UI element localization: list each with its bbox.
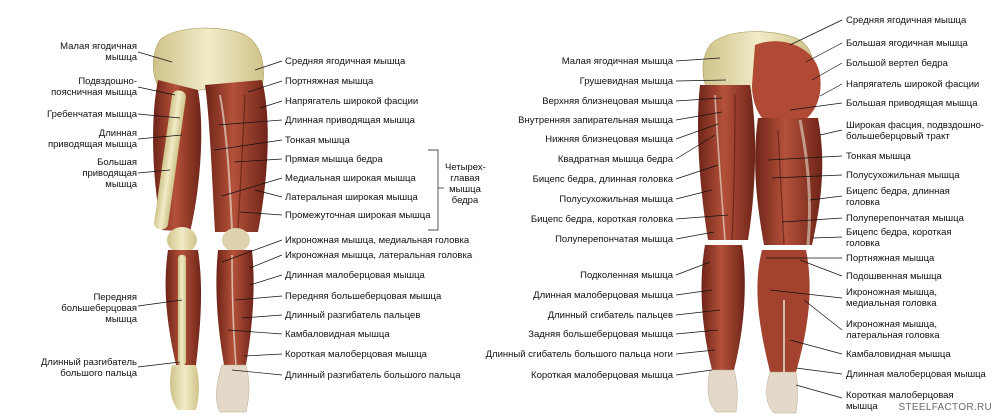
label-front-iliopsoas: Подвздошно- поясничная мышца (51, 76, 137, 98)
label-quadriceps: Четырех- главая мышца бедра (445, 162, 486, 206)
label-back-tensor-fasciae: Напрягатель широкой фасции (846, 79, 980, 90)
label-back-gastrocnemius-lateral: Икроножная мышца, латеральная головка (846, 319, 940, 341)
label-back-peroneus-brevis-r: Короткая малоберцовая мышца (846, 390, 954, 412)
front-right-knee-icon (222, 228, 250, 252)
label-back-flexor-digitorum: Длинный сгибатель пальцев (547, 310, 673, 321)
label-front-adductor-longus: Длинная приводящая мышца (47, 128, 137, 150)
label-front-extensor-digitorum: Длинный разгибатель пальцев (285, 310, 421, 321)
label-front-gluteus-minimus: Малая ягодичная мышца (60, 41, 137, 63)
label-back-adductor-magnus: Большая приводящая мышца (846, 98, 978, 109)
label-back-biceps-long: Бицепс бедра, длинная головка (532, 174, 673, 185)
label-back-popliteus: Подколенная мышца (580, 270, 673, 281)
label-back-biceps-short-r: Бицепс бедра, короткая головка (846, 227, 952, 249)
label-back-gracilis: Тонкая мышца (846, 151, 911, 162)
label-back-piriformis: Грушевидная мышца (579, 76, 673, 87)
label-front-adductor-magnus: Большая приводящая мышца (82, 157, 137, 190)
label-front-vastus-medialis: Медиальная широкая мышца (285, 173, 416, 184)
front-right-foot-icon (216, 365, 249, 412)
label-front-gluteus-medius: Средняя ягодичная мышца (285, 56, 406, 67)
back-right-foot-icon (767, 372, 798, 413)
label-front-tibialis-anterior-r: Передняя большеберцовая мышца (285, 291, 442, 302)
label-back-gluteus-minimus: Малая ягодичная мышца (561, 56, 673, 67)
label-back-biceps-long-r: Бицепс бедра, длинная головка (846, 186, 950, 208)
label-front-extensor-hallucis: Длинный разгибатель большого пальца (40, 357, 137, 379)
label-front-adductor-longus-r: Длинная приводящая мышца (285, 115, 415, 126)
back-leg-figure (698, 32, 822, 413)
label-back-plantaris: Подошвенная мышца (846, 271, 942, 282)
label-back-biceps-short: Бицепс бедра, короткая головка (530, 214, 673, 225)
label-back-tibialis-posterior: Задняя большеберцовая мышца (528, 329, 673, 340)
label-back-soleus: Камбаловидная мышца (846, 349, 951, 360)
back-left-foot-icon (708, 370, 737, 412)
label-back-gemellus-superior: Верхняя близнецовая мышца (542, 96, 673, 107)
label-back-semitendinosus: Полусухожильная мышца (559, 194, 673, 205)
label-front-pectineus: Гребенчатая мышца (47, 109, 137, 120)
label-back-gluteus-medius: Средняя ягодичная мышца (846, 15, 967, 26)
label-front-tibialis-anterior: Передняя большеберцовая мышца (61, 292, 137, 325)
label-back-gluteus-maximus: Большая ягодичная мышца (846, 38, 968, 49)
label-back-sartorius: Портняжная мышца (846, 253, 935, 264)
label-back-peroneus-longus-r: Длинная малоберцовая мышца (846, 369, 986, 380)
front-right-thigh (205, 80, 268, 232)
label-front-soleus: Камбаловидная мышца (285, 329, 390, 340)
back-left-calf (701, 245, 744, 370)
label-front-extensor-hallucis-r: Длинный разгибатель большого пальца (285, 370, 461, 381)
label-back-iliotibial-tract: Широкая фасция, подвздошно- большеберцовый тракт (846, 120, 985, 142)
front-tibia-icon (178, 255, 186, 365)
front-leg-figure (153, 28, 268, 412)
label-front-tensor-fasciae: Напрягатель широкой фасции (285, 96, 419, 107)
label-back-peroneus-brevis: Короткая малоберцовая мышца (531, 370, 673, 381)
label-front-peroneus-brevis: Короткая малоберцовая мышца (285, 349, 427, 360)
front-left-foot-icon (170, 365, 199, 410)
label-back-semimembranosus: Полуперепончатая мышца (555, 234, 673, 245)
label-back-obturator-internus: Внутренняя запирательная мышца (518, 115, 673, 126)
label-back-greater-trochanter: Большой вертел бедра (846, 58, 948, 69)
watermark: STEELFACTOR.RU (898, 402, 992, 413)
label-back-semimembranosus-r: Полуперепончатая мышца (846, 213, 964, 224)
label-front-vastus-intermedius: Промежуточная широкая мышца (285, 210, 431, 221)
label-back-peroneus-longus: Длинная малоберцовая мышца (533, 290, 673, 301)
label-back-quadratus-femoris: Квадратная мышца бедра (557, 154, 673, 165)
label-front-sartorius: Портняжная мышца (285, 76, 374, 87)
label-front-rectus-femoris: Прямая мышца бедра (285, 154, 383, 165)
label-front-gastrocnemius-medial: Икроножная мышца, медиальная головка (285, 235, 470, 246)
label-back-gastrocnemius-medial: Икроножная мышца, медиальная головка (846, 287, 937, 309)
label-back-semitendinosus-r: Полусухожильная мышца (846, 170, 960, 181)
back-right-thigh (755, 118, 822, 245)
label-front-gastrocnemius-lateral: Икроножная мышца, латеральная головка (285, 250, 473, 261)
label-front-peroneus-longus: Длинная малоберцовая мышца (285, 270, 425, 281)
label-back-gemellus-inferior: Нижняя близнецовая мышца (545, 134, 673, 145)
front-left-knee-icon (167, 227, 197, 253)
label-front-vastus-lateralis: Латеральная широкая мышца (285, 192, 418, 203)
label-back-flexor-hallucis: Длинный сгибатель большого пальца ноги (485, 349, 673, 360)
label-front-gracilis: Тонкая мышца (285, 135, 350, 146)
